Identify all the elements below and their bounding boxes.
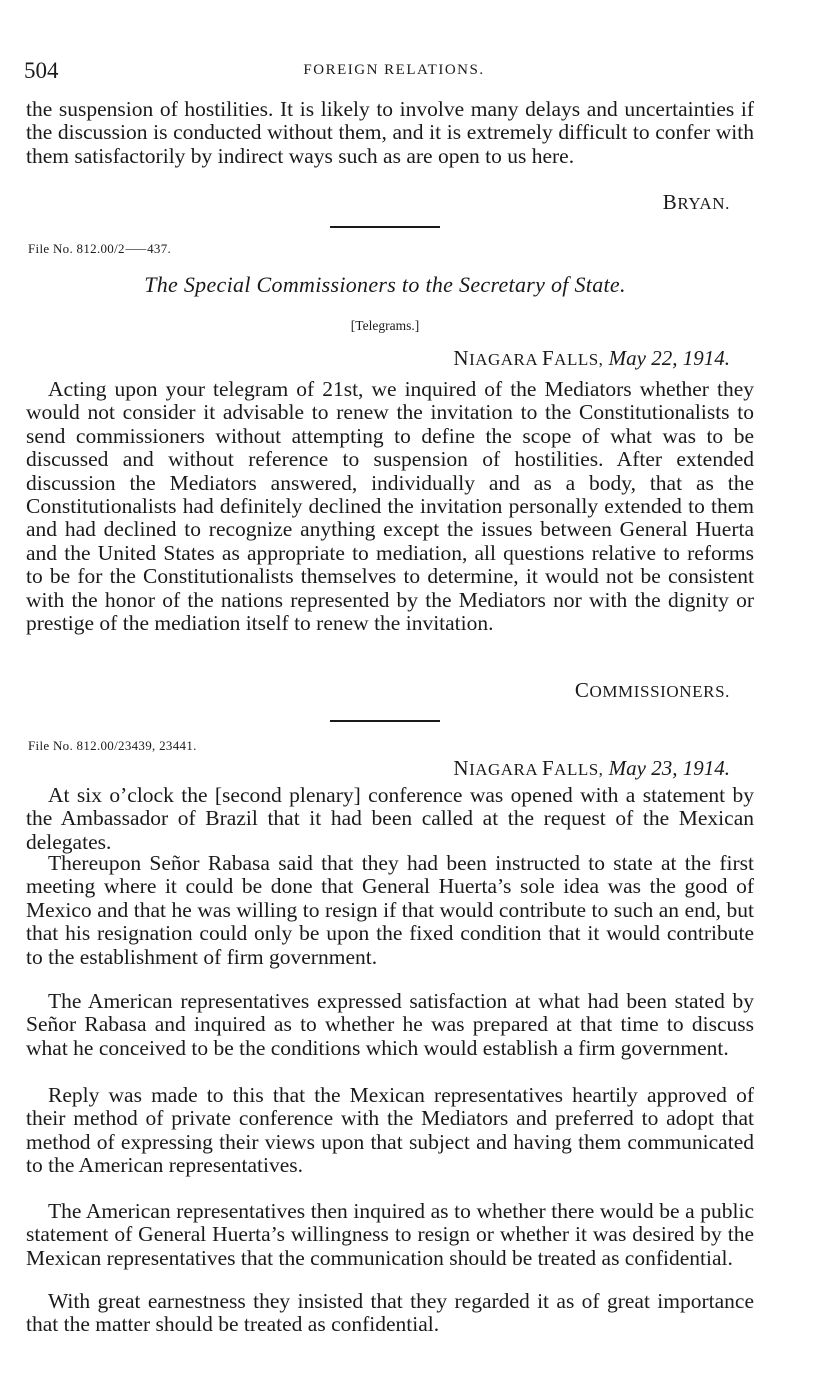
dateline-date: May 22, 1914. (608, 346, 730, 370)
file-number: File No. 812.00/2⸺437. (28, 241, 172, 256)
closing-paragraph: the suspension of hostilities. It is likely to involve many delays and uncertainties if the discussion is conducted without them, and it is extremely difficult to confer with them satisfactorily by indirect ways such as are open to us here. (26, 97, 754, 168)
dateline-place: NIAGARA FALLS, (453, 756, 604, 780)
page-number: 504 (24, 58, 59, 83)
minutes-paragraph: Thereupon Señor Rabasa said that they had been instructed to state at the first meeting where it could be done that General Huerta’s sole idea was the good of Mexico and that he was willing to resign if that would contribute to such an end, but that his resignation could only be upon the fixed condition that it would contribute to the establishment of firm government. (26, 851, 754, 969)
file-number: File No. 812.00/23439, 23441. (28, 738, 197, 753)
dateline-date: May 23, 1914. (608, 756, 730, 780)
section-divider (330, 226, 440, 228)
dateline-place: NIAGARA FALLS, (453, 346, 604, 370)
telegrams-label: [Telegrams.] (350, 318, 420, 333)
minutes-paragraph: The American representatives expressed satisfaction at what had been stated by Señor Rabasa and inquired as to whether he was prepared at that time to discuss what he conceived to be the conditions which would establish a firm government. (26, 989, 754, 1060)
minutes-paragraph: At six o’clock the [second plenary] conference was opened with a statement by the Ambassador of Brazil that it had been called at the request of the Mexican delegates. (26, 783, 754, 854)
signature-bryan: BRYAN. (662, 190, 730, 214)
minutes-paragraph: The American representatives then inquired as to whether there would be a public statement of General Huerta’s willingness to resign or whether it was desired by the Mexican representatives that the communication should be treated as confidential. (26, 1199, 754, 1270)
minutes-paragraph: With great earnestness they insisted that they regarded it as of great importance that the matter should be treated as confidential. (26, 1289, 754, 1337)
section-divider (330, 720, 440, 722)
minutes-paragraph: Reply was made to this that the Mexican representatives heartily approved of their method of private conference with the Mediators and preferred to adopt that method of expressing their views upon that subject and having them communicated to the American representatives. (26, 1083, 754, 1178)
dateline (453, 756, 730, 781)
running-head (24, 58, 764, 86)
document-heading: The Special Commissioners to the Secretary of State. (144, 272, 626, 297)
running-title: FOREIGN RELATIONS. (303, 62, 485, 78)
telegram-body: Acting upon your telegram of 21st, we inquired of the Mediators whether they would not consider it advisable to renew the invitation to the Constitutionalists to send commissioners without attempting to define the scope of what was to be discussed and without reference to suspension of hostilities. After extended discussion the Mediators answered, individually and as a body, that as the Constitutionalists had definitely declined the invitation personally extended to them and had declined to recognize anything except the issues between General Huerta and the United States as appropriate to mediation, all questions relative to reforms to be for the Constitutionalists themselves to determine, it would not be consistent with the honor of the nations represented by the Mediators nor with the dignity or prestige of the mediation itself to renew the invitation. (26, 377, 754, 636)
dateline (453, 346, 730, 371)
signature-commissioners: COMMISSIONERS. (574, 678, 730, 702)
